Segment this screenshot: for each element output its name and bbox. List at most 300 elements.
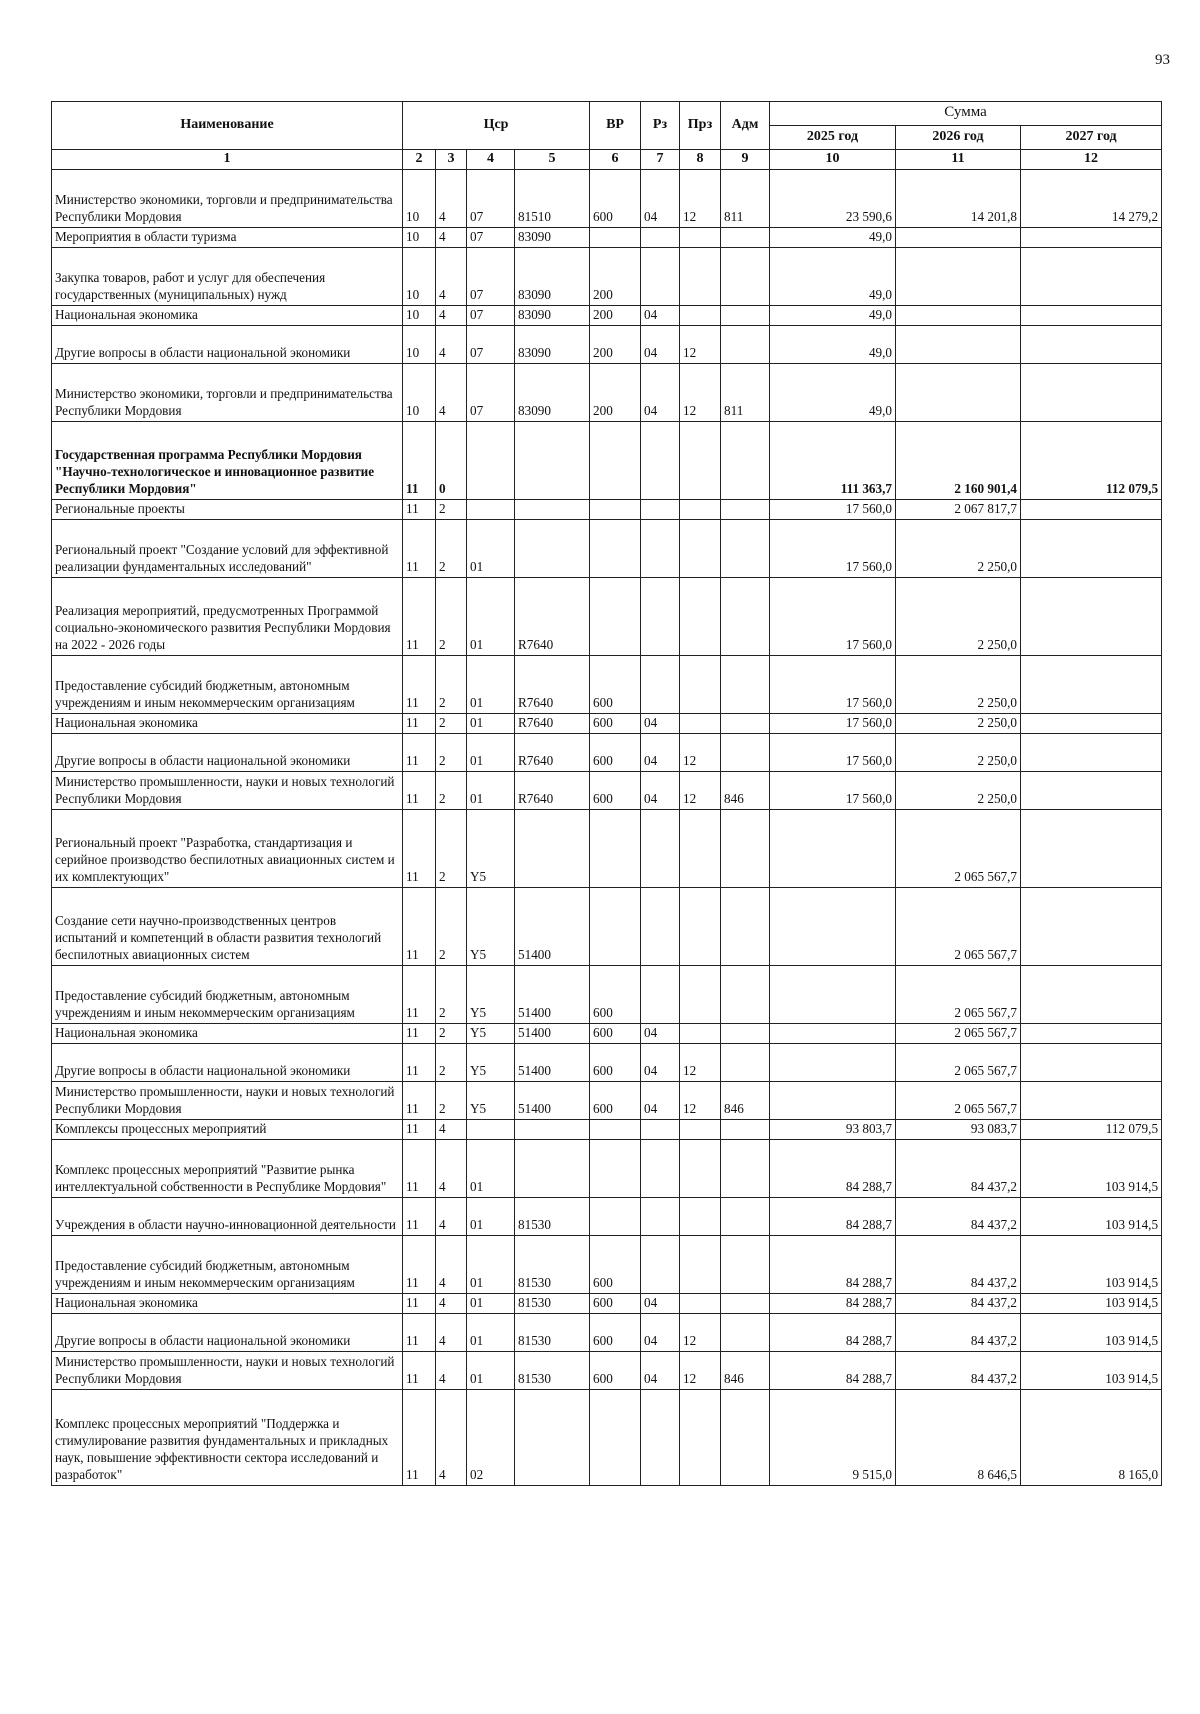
amount-2025 — [770, 810, 896, 888]
amount-2025: 84 288,7 — [770, 1352, 896, 1390]
csr-type: 4 — [436, 1140, 467, 1198]
csr-subprogram — [467, 500, 515, 520]
table-row — [52, 1044, 1162, 1082]
amount-2025: 84 288,7 — [770, 1236, 896, 1294]
prz-code: 12 — [680, 734, 721, 772]
amount-2025: 17 560,0 — [770, 656, 896, 714]
column-number: 6 — [590, 150, 641, 170]
amount-2027 — [1021, 1024, 1162, 1044]
row-name: Предоставление субсидий бюджетным, автономным учреждениям и иным некоммерческим организациям — [52, 966, 403, 1024]
table-row — [52, 810, 1162, 888]
amount-2025 — [770, 1082, 896, 1120]
csr-type: 4 — [436, 1294, 467, 1314]
amount-2025 — [770, 1024, 896, 1044]
rz-code: 04 — [641, 1314, 680, 1352]
amount-2027: 103 914,5 — [1021, 1198, 1162, 1236]
adm-code — [721, 1390, 770, 1486]
csr-subprogram: 07 — [467, 364, 515, 422]
amount-2026: 84 437,2 — [896, 1140, 1021, 1198]
csr-direction: 51400 — [515, 1024, 590, 1044]
rz-code — [641, 500, 680, 520]
csr-direction — [515, 1120, 590, 1140]
csr-direction — [515, 422, 590, 500]
csr-subprogram: Y5 — [467, 1082, 515, 1120]
amount-2025: 93 803,7 — [770, 1120, 896, 1140]
amount-2027: 103 914,5 — [1021, 1314, 1162, 1352]
csr-direction: R7640 — [515, 734, 590, 772]
amount-2025: 23 590,6 — [770, 170, 896, 228]
csr-subprogram: 07 — [467, 326, 515, 364]
header-prz: Прз — [680, 102, 721, 150]
amount-2027 — [1021, 326, 1162, 364]
amount-2025: 84 288,7 — [770, 1294, 896, 1314]
rz-code: 04 — [641, 714, 680, 734]
rz-code: 04 — [641, 1044, 680, 1082]
amount-2025: 49,0 — [770, 306, 896, 326]
csr-type: 4 — [436, 1390, 467, 1486]
csr-type: 2 — [436, 520, 467, 578]
table-row — [52, 1352, 1162, 1390]
row-name: Комплекс процессных мероприятий "Поддержка и стимулирование развития фундаментальных и прикладных наук, повышение эффективности сектора исследований и разработок" — [52, 1390, 403, 1486]
csr-program: 11 — [403, 656, 436, 714]
csr-program: 11 — [403, 500, 436, 520]
csr-program: 10 — [403, 228, 436, 248]
column-number: 2 — [403, 150, 436, 170]
vr-code — [590, 1120, 641, 1140]
amount-2027 — [1021, 966, 1162, 1024]
csr-type: 2 — [436, 578, 467, 656]
amount-2026: 2 160 901,4 — [896, 422, 1021, 500]
csr-direction: 83090 — [515, 228, 590, 248]
vr-code — [590, 810, 641, 888]
header-adm: Адм — [721, 102, 770, 150]
prz-code — [680, 1390, 721, 1486]
amount-2027 — [1021, 500, 1162, 520]
rz-code — [641, 1390, 680, 1486]
vr-code: 600 — [590, 714, 641, 734]
csr-direction: 51400 — [515, 966, 590, 1024]
prz-code — [680, 888, 721, 966]
csr-type: 2 — [436, 1044, 467, 1082]
row-name: Национальная экономика — [52, 1294, 403, 1314]
csr-program: 10 — [403, 248, 436, 306]
adm-code — [721, 306, 770, 326]
csr-type: 4 — [436, 326, 467, 364]
prz-code: 12 — [680, 170, 721, 228]
csr-subprogram: 01 — [467, 578, 515, 656]
adm-code — [721, 228, 770, 248]
csr-program: 11 — [403, 966, 436, 1024]
csr-direction — [515, 1140, 590, 1198]
row-name: Министерство промышленности, науки и новых технологий Республики Мордовия — [52, 1352, 403, 1390]
prz-code — [680, 500, 721, 520]
rz-code — [641, 1140, 680, 1198]
csr-direction — [515, 500, 590, 520]
vr-code: 600 — [590, 966, 641, 1024]
table-row — [52, 1120, 1162, 1140]
csr-subprogram: 01 — [467, 734, 515, 772]
table-row — [52, 520, 1162, 578]
csr-type: 4 — [436, 248, 467, 306]
csr-subprogram — [467, 1120, 515, 1140]
table-row — [52, 578, 1162, 656]
csr-direction: 51400 — [515, 1044, 590, 1082]
table-row — [52, 888, 1162, 966]
csr-type: 2 — [436, 656, 467, 714]
row-name: Национальная экономика — [52, 714, 403, 734]
csr-direction — [515, 520, 590, 578]
amount-2026: 2 065 567,7 — [896, 1044, 1021, 1082]
csr-program: 11 — [403, 1140, 436, 1198]
header-year-2026: 2026 год — [896, 126, 1021, 150]
adm-code — [721, 1294, 770, 1314]
rz-code — [641, 578, 680, 656]
amount-2027: 103 914,5 — [1021, 1352, 1162, 1390]
amount-2027 — [1021, 578, 1162, 656]
rz-code — [641, 422, 680, 500]
csr-program: 11 — [403, 772, 436, 810]
csr-type: 4 — [436, 1314, 467, 1352]
vr-code: 600 — [590, 1082, 641, 1120]
amount-2025: 17 560,0 — [770, 734, 896, 772]
csr-subprogram: Y5 — [467, 810, 515, 888]
column-number: 9 — [721, 150, 770, 170]
vr-code — [590, 1140, 641, 1198]
amount-2025: 84 288,7 — [770, 1314, 896, 1352]
csr-program: 11 — [403, 1082, 436, 1120]
csr-program: 11 — [403, 734, 436, 772]
row-name: Другие вопросы в области национальной экономики — [52, 326, 403, 364]
amount-2025: 49,0 — [770, 326, 896, 364]
prz-code — [680, 1198, 721, 1236]
amount-2026: 2 065 567,7 — [896, 1024, 1021, 1044]
amount-2025: 49,0 — [770, 228, 896, 248]
row-name: Учреждения в области научно-инновационной деятельности — [52, 1198, 403, 1236]
row-name: Национальная экономика — [52, 306, 403, 326]
prz-code — [680, 656, 721, 714]
adm-code — [721, 422, 770, 500]
csr-subprogram: Y5 — [467, 1024, 515, 1044]
row-name: Государственная программа Республики Мордовия "Научно-технологическое и инновационное развитие Республики Мордовия" — [52, 422, 403, 500]
table-body — [52, 170, 1162, 1486]
adm-code — [721, 888, 770, 966]
row-name: Региональный проект "Разработка, стандартизация и серийное производство беспилотных авиационных систем и их комплектующих" — [52, 810, 403, 888]
rz-code: 04 — [641, 364, 680, 422]
adm-code — [721, 656, 770, 714]
prz-code: 12 — [680, 1044, 721, 1082]
header-csr: Цср — [403, 102, 590, 150]
row-name: Министерство промышленности, науки и новых технологий Республики Мордовия — [52, 1082, 403, 1120]
csr-direction: 81530 — [515, 1236, 590, 1294]
csr-subprogram: 01 — [467, 1352, 515, 1390]
csr-program: 11 — [403, 520, 436, 578]
table-row — [52, 1236, 1162, 1294]
amount-2027: 103 914,5 — [1021, 1236, 1162, 1294]
vr-code: 200 — [590, 364, 641, 422]
amount-2025 — [770, 1044, 896, 1082]
vr-code: 600 — [590, 734, 641, 772]
vr-code: 600 — [590, 1294, 641, 1314]
prz-code — [680, 1024, 721, 1044]
csr-subprogram: 07 — [467, 306, 515, 326]
amount-2026: 2 065 567,7 — [896, 1082, 1021, 1120]
amount-2027: 14 279,2 — [1021, 170, 1162, 228]
amount-2027: 103 914,5 — [1021, 1140, 1162, 1198]
csr-program: 11 — [403, 1198, 436, 1236]
amount-2026: 84 437,2 — [896, 1198, 1021, 1236]
table-row — [52, 1314, 1162, 1352]
csr-direction: 51400 — [515, 1082, 590, 1120]
amount-2025: 84 288,7 — [770, 1198, 896, 1236]
table-row — [52, 1140, 1162, 1198]
table-row — [52, 170, 1162, 228]
adm-code: 811 — [721, 364, 770, 422]
amount-2026: 84 437,2 — [896, 1314, 1021, 1352]
adm-code: 846 — [721, 772, 770, 810]
amount-2026 — [896, 248, 1021, 306]
amount-2027: 8 165,0 — [1021, 1390, 1162, 1486]
amount-2027 — [1021, 734, 1162, 772]
page-number: 93 — [1155, 52, 1170, 68]
csr-subprogram: 01 — [467, 1294, 515, 1314]
vr-code — [590, 500, 641, 520]
rz-code: 04 — [641, 734, 680, 772]
adm-code — [721, 1120, 770, 1140]
amount-2025: 9 515,0 — [770, 1390, 896, 1486]
column-number: 5 — [515, 150, 590, 170]
rz-code: 04 — [641, 1082, 680, 1120]
csr-subprogram: 01 — [467, 772, 515, 810]
rz-code — [641, 966, 680, 1024]
prz-code — [680, 228, 721, 248]
rz-code — [641, 810, 680, 888]
header-vr: ВР — [590, 102, 641, 150]
vr-code — [590, 1198, 641, 1236]
adm-code — [721, 248, 770, 306]
csr-type: 4 — [436, 306, 467, 326]
amount-2027 — [1021, 248, 1162, 306]
amount-2025: 49,0 — [770, 364, 896, 422]
rz-code: 04 — [641, 772, 680, 810]
csr-subprogram: Y5 — [467, 888, 515, 966]
adm-code — [721, 1198, 770, 1236]
row-name: Министерство промышленности, науки и новых технологий Республики Мордовия — [52, 772, 403, 810]
prz-code: 12 — [680, 1082, 721, 1120]
amount-2026: 8 646,5 — [896, 1390, 1021, 1486]
amount-2026 — [896, 228, 1021, 248]
csr-subprogram: Y5 — [467, 966, 515, 1024]
csr-program: 11 — [403, 1352, 436, 1390]
row-name: Закупка товаров, работ и услуг для обеспечения государственных (муниципальных) нужд — [52, 248, 403, 306]
vr-code: 600 — [590, 1236, 641, 1294]
column-number: 8 — [680, 150, 721, 170]
csr-type: 0 — [436, 422, 467, 500]
prz-code — [680, 1294, 721, 1314]
header-name: Наименование — [52, 102, 403, 150]
amount-2025: 49,0 — [770, 248, 896, 306]
csr-direction: R7640 — [515, 772, 590, 810]
vr-code: 600 — [590, 1314, 641, 1352]
vr-code: 200 — [590, 306, 641, 326]
prz-code — [680, 248, 721, 306]
header-sum: Сумма — [770, 102, 1162, 126]
table-row — [52, 1390, 1162, 1486]
csr-direction: 81530 — [515, 1198, 590, 1236]
adm-code — [721, 1140, 770, 1198]
column-number: 10 — [770, 150, 896, 170]
adm-code — [721, 1044, 770, 1082]
prz-code — [680, 422, 721, 500]
table-row — [52, 326, 1162, 364]
row-name: Другие вопросы в области национальной экономики — [52, 734, 403, 772]
csr-type: 2 — [436, 1082, 467, 1120]
column-number: 3 — [436, 150, 467, 170]
adm-code — [721, 326, 770, 364]
csr-program: 11 — [403, 1044, 436, 1082]
header-year-2027: 2027 год — [1021, 126, 1162, 150]
csr-program: 10 — [403, 326, 436, 364]
adm-code: 846 — [721, 1082, 770, 1120]
csr-program: 11 — [403, 1314, 436, 1352]
csr-direction: R7640 — [515, 714, 590, 734]
budget-table — [51, 101, 1162, 1486]
rz-code: 04 — [641, 1294, 680, 1314]
csr-direction: 83090 — [515, 364, 590, 422]
row-name: Министерство экономики, торговли и предпринимательства Республики Мордовия — [52, 364, 403, 422]
prz-code — [680, 520, 721, 578]
csr-direction: 81530 — [515, 1314, 590, 1352]
vr-code: 600 — [590, 1044, 641, 1082]
csr-program: 10 — [403, 306, 436, 326]
rz-code: 04 — [641, 1024, 680, 1044]
amount-2026: 2 250,0 — [896, 734, 1021, 772]
table-row — [52, 228, 1162, 248]
amount-2027 — [1021, 772, 1162, 810]
prz-code — [680, 966, 721, 1024]
csr-type: 2 — [436, 500, 467, 520]
rz-code — [641, 248, 680, 306]
vr-code — [590, 1390, 641, 1486]
adm-code — [721, 734, 770, 772]
header-rz: Рз — [641, 102, 680, 150]
amount-2027: 103 914,5 — [1021, 1294, 1162, 1314]
csr-type: 4 — [436, 1120, 467, 1140]
csr-type: 2 — [436, 810, 467, 888]
adm-code — [721, 500, 770, 520]
table-row — [52, 500, 1162, 520]
table-row — [52, 966, 1162, 1024]
amount-2026 — [896, 364, 1021, 422]
amount-2025: 17 560,0 — [770, 500, 896, 520]
prz-code — [680, 1120, 721, 1140]
rz-code — [641, 1236, 680, 1294]
prz-code — [680, 1236, 721, 1294]
csr-type: 2 — [436, 1024, 467, 1044]
csr-subprogram: 01 — [467, 656, 515, 714]
vr-code — [590, 422, 641, 500]
csr-program: 11 — [403, 578, 436, 656]
adm-code — [721, 578, 770, 656]
csr-direction: R7640 — [515, 578, 590, 656]
vr-code — [590, 578, 641, 656]
amount-2027 — [1021, 810, 1162, 888]
csr-program: 11 — [403, 1236, 436, 1294]
csr-type: 2 — [436, 772, 467, 810]
csr-direction: 83090 — [515, 248, 590, 306]
csr-program: 11 — [403, 1120, 436, 1140]
amount-2026: 2 250,0 — [896, 578, 1021, 656]
row-name: Создание сети научно-производственных центров испытаний и компетенций в области развития технологий беспилотных авиационных систем — [52, 888, 403, 966]
prz-code: 12 — [680, 1314, 721, 1352]
vr-code: 600 — [590, 1352, 641, 1390]
csr-program: 11 — [403, 1294, 436, 1314]
table-row — [52, 772, 1162, 810]
table-row — [52, 656, 1162, 714]
csr-direction: R7640 — [515, 656, 590, 714]
table-row — [52, 364, 1162, 422]
column-number: 4 — [467, 150, 515, 170]
column-number: 7 — [641, 150, 680, 170]
csr-type: 4 — [436, 228, 467, 248]
row-name: Предоставление субсидий бюджетным, автономным учреждениям и иным некоммерческим организациям — [52, 656, 403, 714]
row-name: Комплекс процессных мероприятий "Развитие рынка интеллектуальной собственности в Республике Мордовия" — [52, 1140, 403, 1198]
amount-2025: 17 560,0 — [770, 520, 896, 578]
amount-2026 — [896, 306, 1021, 326]
amount-2026: 2 250,0 — [896, 656, 1021, 714]
table-row — [52, 248, 1162, 306]
row-name: Региональный проект "Создание условий для эффективной реализации фундаментальных исследований" — [52, 520, 403, 578]
adm-code — [721, 1236, 770, 1294]
csr-direction: 81510 — [515, 170, 590, 228]
amount-2025: 17 560,0 — [770, 578, 896, 656]
row-name: Комплексы процессных мероприятий — [52, 1120, 403, 1140]
row-name: Реализация мероприятий, предусмотренных Программой социально-экономического развития Республики Мордовия на 2022 - 2026 годы — [52, 578, 403, 656]
vr-code: 200 — [590, 248, 641, 306]
table-row — [52, 1024, 1162, 1044]
vr-code: 600 — [590, 170, 641, 228]
amount-2026: 84 437,2 — [896, 1236, 1021, 1294]
csr-program: 11 — [403, 1390, 436, 1486]
csr-direction: 83090 — [515, 306, 590, 326]
table-row — [52, 1082, 1162, 1120]
vr-code — [590, 888, 641, 966]
amount-2026 — [896, 326, 1021, 364]
vr-code: 600 — [590, 772, 641, 810]
amount-2027 — [1021, 888, 1162, 966]
column-number: 12 — [1021, 150, 1162, 170]
csr-type: 2 — [436, 734, 467, 772]
rz-code: 04 — [641, 326, 680, 364]
csr-type: 2 — [436, 888, 467, 966]
amount-2026: 84 437,2 — [896, 1352, 1021, 1390]
rz-code: 04 — [641, 306, 680, 326]
csr-type: 4 — [436, 170, 467, 228]
header-year-2025: 2025 год — [770, 126, 896, 150]
rz-code — [641, 520, 680, 578]
csr-subprogram: 01 — [467, 520, 515, 578]
row-name: Предоставление субсидий бюджетным, автономным учреждениям и иным некоммерческим организациям — [52, 1236, 403, 1294]
row-name: Другие вопросы в области национальной экономики — [52, 1314, 403, 1352]
csr-subprogram: 07 — [467, 248, 515, 306]
column-number: 11 — [896, 150, 1021, 170]
csr-direction: 83090 — [515, 326, 590, 364]
amount-2026: 2 250,0 — [896, 772, 1021, 810]
row-name: Мероприятия в области туризма — [52, 228, 403, 248]
prz-code: 12 — [680, 364, 721, 422]
amount-2027 — [1021, 1082, 1162, 1120]
rz-code — [641, 1198, 680, 1236]
csr-subprogram: 01 — [467, 1198, 515, 1236]
